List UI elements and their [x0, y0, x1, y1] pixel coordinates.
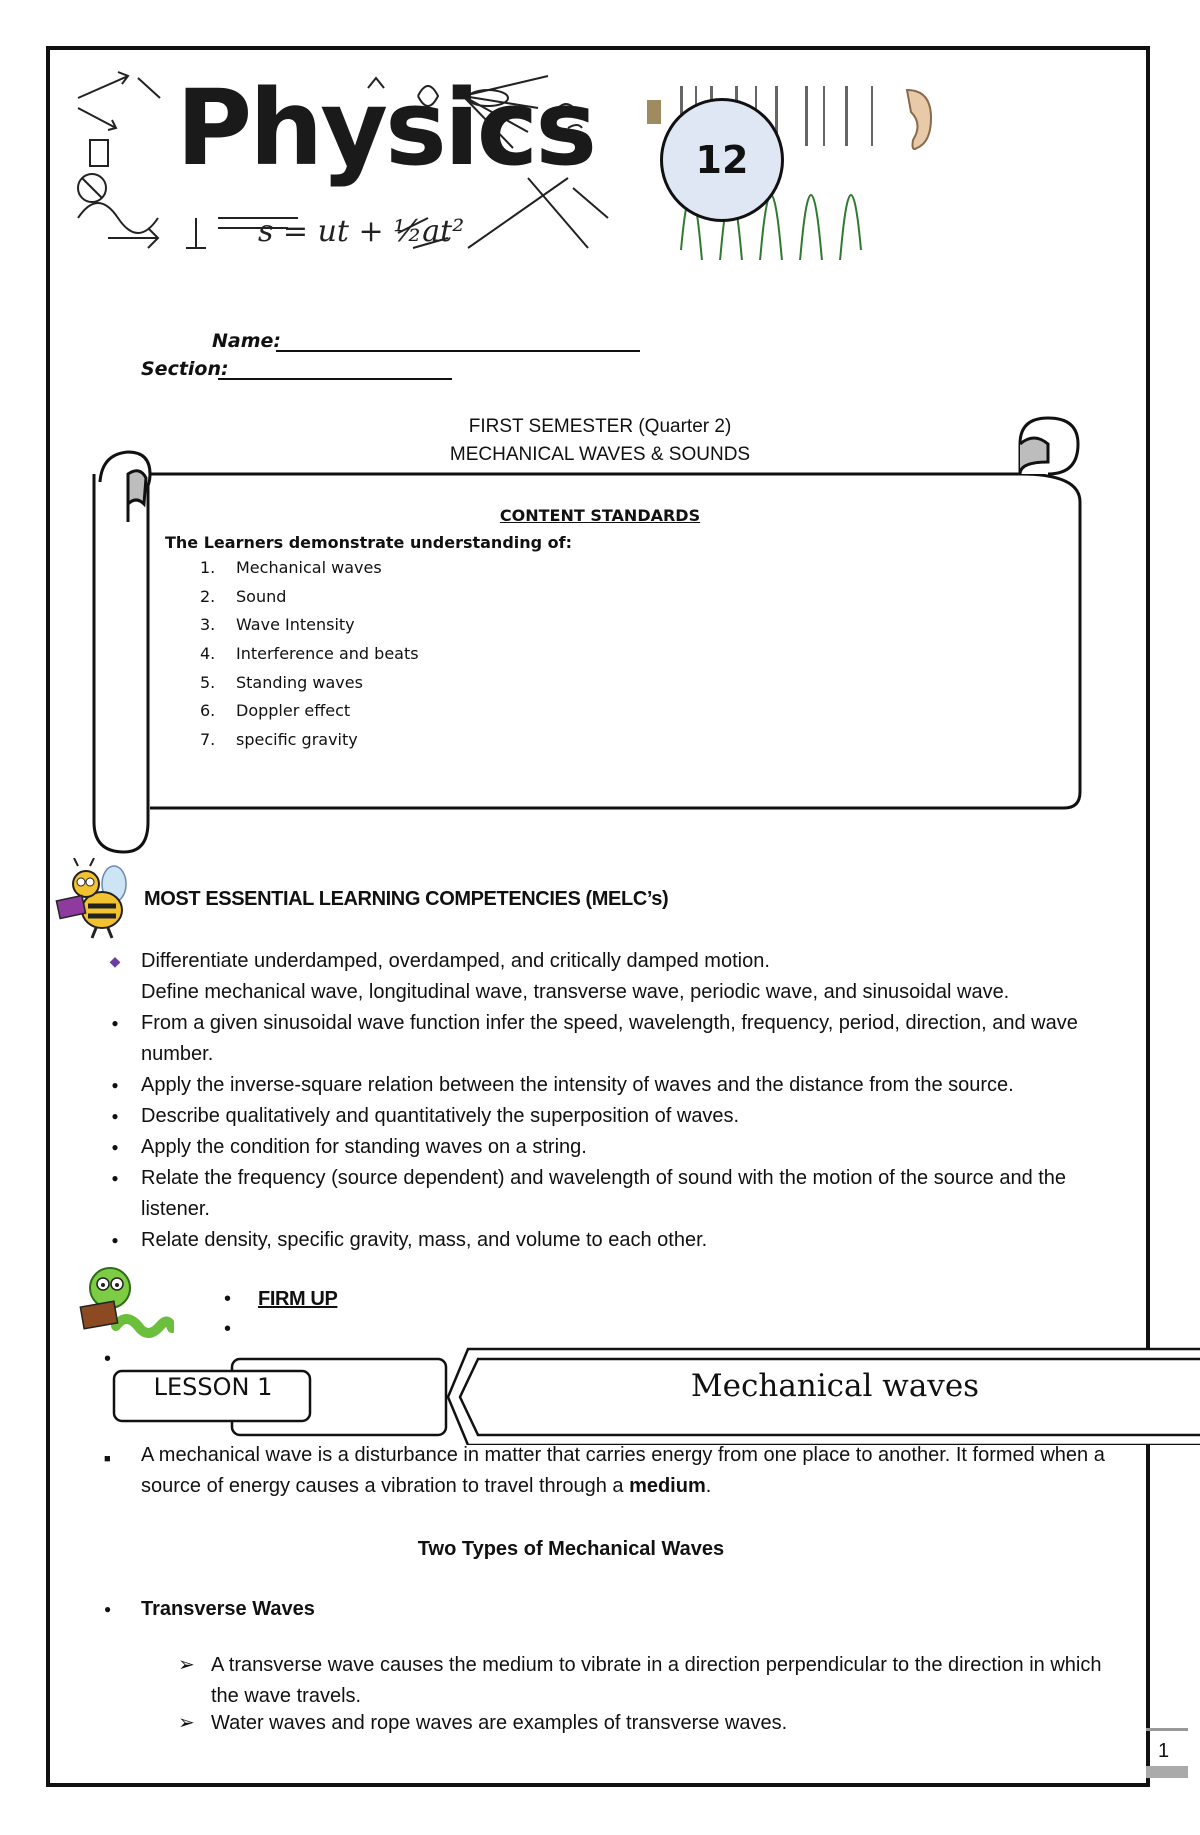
mechanical-wave-definition: A mechanical wave is a disturbance in matter that carries energy from one place to another. It formed when a source of energy causes a vibration to travel through a medium. — [141, 1444, 1105, 1497]
list-item: ● Apply the condition for standing waves on a string. — [111, 1136, 587, 1158]
kinematics-formula: s = ut + ½at² — [258, 214, 465, 249]
lesson-number: LESSON 1 — [153, 1373, 273, 1401]
list-item: Define mechanical wave, longitudinal wave, transverse wave, periodic wave, and sinusoidal wave. — [141, 981, 1010, 1003]
list-item: 3. Wave Intensity — [200, 615, 355, 635]
content-standards-list — [200, 558, 419, 759]
physics-title: Physics — [176, 67, 595, 189]
bookworm-icon — [76, 1262, 174, 1342]
list-item: ● Apply the inverse-square relation between the intensity of waves and the distance from the source. — [111, 1074, 1014, 1096]
empty-bullet: • — [224, 1318, 232, 1340]
section-label: Section: — [141, 358, 229, 380]
page-number: 1 — [1158, 1740, 1170, 1762]
square-bullet: ■ — [104, 1453, 111, 1465]
section-field[interactable] — [218, 378, 452, 380]
list-item: ● Relate density, specific gravity, mass, and volume to each other. — [111, 1229, 708, 1251]
grade-badge: 12 — [660, 98, 784, 222]
empty-bullet: • — [104, 1348, 112, 1370]
name-field[interactable] — [276, 350, 640, 352]
firm-up-bullet: • — [224, 1288, 232, 1310]
arrow-bullet: ➢ — [178, 1654, 195, 1676]
melc-list — [100, 946, 1110, 1256]
list-item: 5. Standing waves — [200, 672, 363, 692]
firm-up-heading: FIRM UP — [258, 1288, 338, 1310]
transverse-point: A transverse wave causes the medium to vibrate in a direction perpendicular to the direction in which the wave travels. — [211, 1654, 1102, 1707]
content-standards-title: CONTENT STANDARDS — [499, 506, 701, 525]
semester-subtitle: MECHANICAL WAVES & SOUNDS — [449, 444, 751, 465]
name-label: Name: — [212, 330, 282, 352]
list-item: 2. Sound — [200, 586, 287, 606]
list-item: 1. Mechanical waves — [200, 558, 382, 577]
list-item: 4. Interference and beats — [200, 644, 419, 664]
page-number-bar — [1146, 1766, 1188, 1778]
list-item: ◆ Differentiate underdamped, overdamped, and critically damped motion. — [109, 950, 770, 972]
list-item: 7. specific gravity — [200, 730, 358, 750]
melc-title: MOST ESSENTIAL LEARNING COMPETENCIES (MELC’s) — [144, 888, 669, 910]
list-item: ● Relate the frequency (source dependent) and wavelength of sound with the motion of the source and the listener. — [111, 1167, 1067, 1220]
bee-reading-icon — [52, 858, 132, 940]
list-item: 6. Doppler effect — [200, 701, 351, 721]
types-heading: Two Types of Mechanical Waves — [417, 1538, 725, 1560]
transverse-heading: Transverse Waves — [141, 1598, 315, 1620]
arrow-bullet: ➢ — [178, 1712, 195, 1734]
round-bullet: ● — [104, 1602, 112, 1616]
list-item: ● Describe qualitatively and quantitatively the superposition of waves. — [111, 1105, 740, 1127]
lesson-title: Mechanical waves — [690, 1368, 980, 1404]
page-border — [46, 46, 1150, 1787]
page-number-rule — [1146, 1728, 1188, 1731]
list-item: ● From a given sinusoidal wave function infer the speed, wavelength, frequency, period, direction, and wave number. — [111, 1012, 1078, 1065]
content-standards-intro: The Learners demonstrate understanding of: — [165, 533, 573, 552]
transverse-point: Water waves and rope waves are examples of transverse waves. — [211, 1712, 788, 1734]
semester-title: FIRST SEMESTER (Quarter 2) — [468, 416, 732, 437]
